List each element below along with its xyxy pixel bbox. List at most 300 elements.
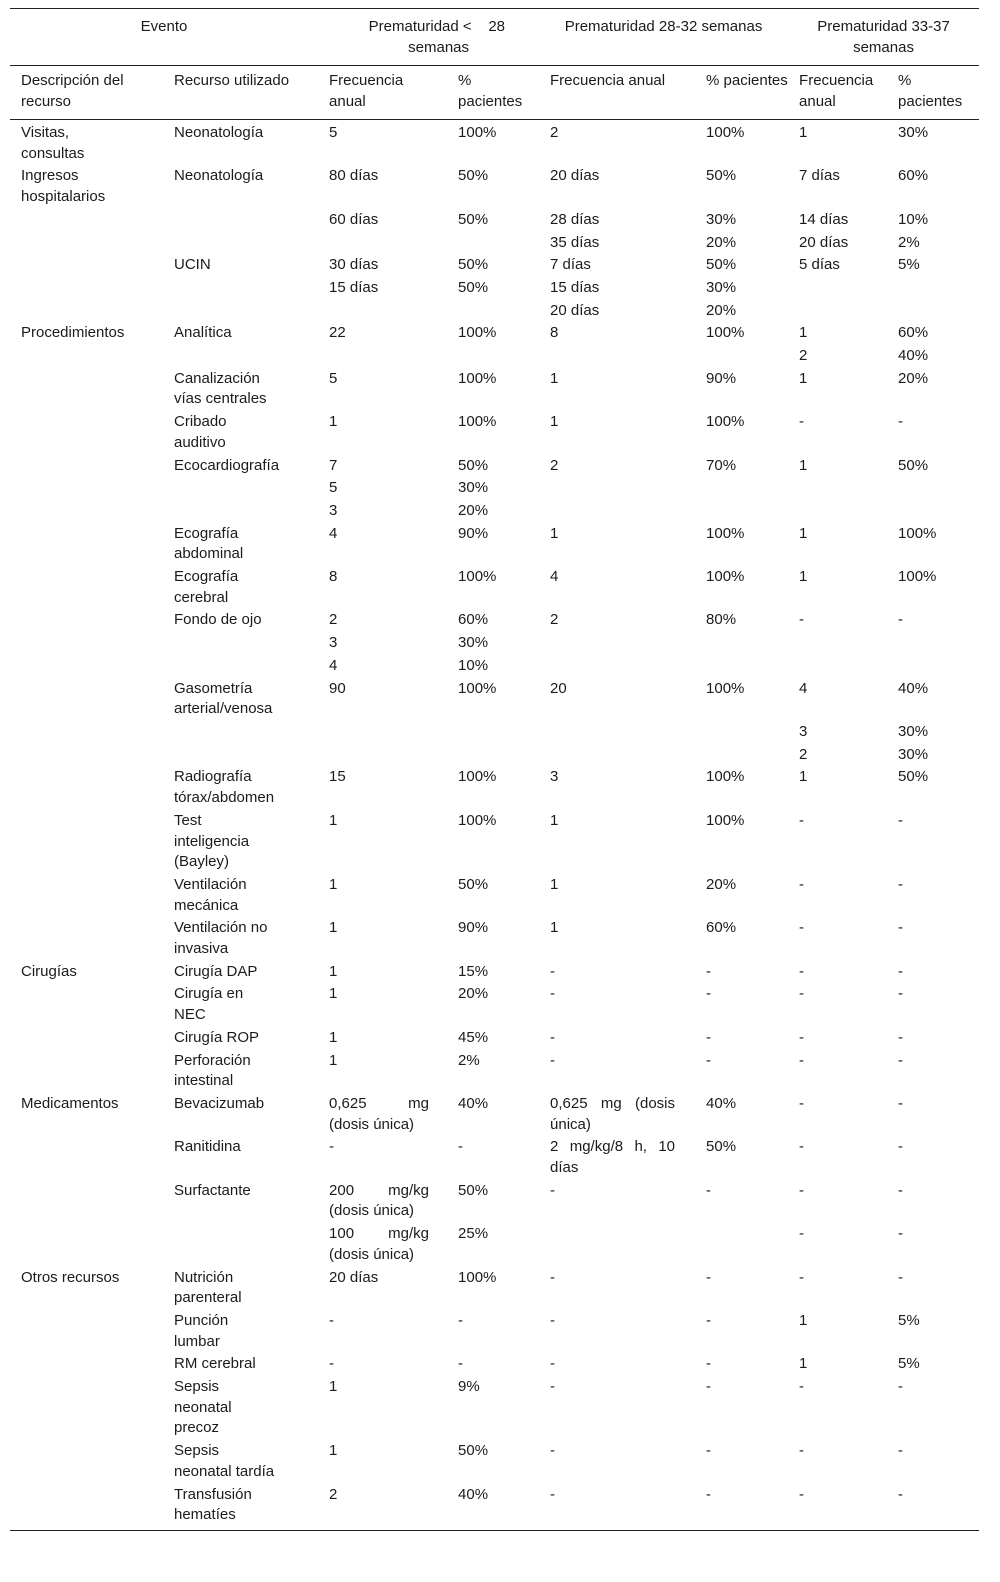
- recurso-cell: Ventilación mecánica: [174, 875, 247, 914]
- recurso-cell: Cirugía DAP: [174, 962, 258, 980]
- table-row: [10, 120, 979, 166]
- recurso-cell: Ventilación no invasiva: [174, 919, 268, 958]
- descripcion-cell: [10, 744, 163, 767]
- header-evento: Evento: [140, 18, 188, 35]
- frecuencia-28-32-cell: 20: [550, 679, 567, 697]
- table-row: [10, 1376, 979, 1440]
- frecuencia-33-37-cell: -: [799, 985, 805, 1003]
- recurso-cell: Transfusión hematíes: [174, 1485, 252, 1524]
- frecuencia-33-37-cell: -: [799, 875, 805, 893]
- frecuencia-33-37-cell: 4: [799, 679, 808, 697]
- recurso-cell: [163, 721, 318, 744]
- pacientes-28-32-cell: 100%: [706, 524, 745, 542]
- recurso-cell: Sepsis neonatal tardía: [174, 1442, 275, 1480]
- recurso-cell: Ranitidina: [174, 1138, 241, 1156]
- frecuencia-lt28-cell: 200 mg/kg (dosis única): [329, 1181, 430, 1220]
- pacientes-28-32-cell: 20%: [706, 233, 737, 251]
- recurso-cell: Radiografía tórax/abdomen: [174, 768, 275, 807]
- table-row: [10, 917, 979, 960]
- frecuencia-33-37-cell: -: [799, 1485, 805, 1503]
- frecuencia-lt28-cell: 1: [329, 962, 338, 980]
- frecuencia-lt28-cell: 30 días: [329, 256, 379, 274]
- pacientes-28-32-cell: 100%: [706, 324, 745, 342]
- pacientes-28-32-cell: -: [706, 1311, 712, 1329]
- frecuencia-lt28-cell: 5: [329, 124, 338, 141]
- pacientes-33-37-cell: -: [898, 1138, 904, 1156]
- descripcion-cell: Cirugías: [21, 962, 77, 980]
- descripcion-cell: [10, 1050, 163, 1093]
- pacientes-lt28-cell: 50%: [458, 456, 489, 474]
- recurso-cell: Cirugía en NEC: [174, 985, 244, 1024]
- recurso-cell: [163, 1223, 318, 1266]
- pacientes-28-32-cell: 50%: [706, 256, 737, 274]
- frecuencia-28-32-cell: 1: [550, 369, 559, 387]
- recurso-cell: Punción lumbar: [174, 1311, 229, 1350]
- pacientes-28-32-cell: [695, 744, 788, 767]
- frecuencia-28-32-cell: [539, 1223, 695, 1266]
- pacientes-28-32-cell: [695, 721, 788, 744]
- descripcion-cell: [10, 721, 163, 744]
- frecuencia-lt28-cell: 1: [329, 985, 338, 1003]
- table-row: [10, 874, 979, 917]
- pacientes-lt28-cell: 30%: [458, 634, 489, 652]
- pacientes-33-37-cell: -: [898, 1225, 904, 1243]
- pacientes-28-32-cell: 100%: [706, 811, 745, 829]
- frecuencia-33-37-cell: [788, 500, 887, 523]
- frecuencia-33-37-cell: -: [799, 962, 805, 980]
- recurso-cell: Surfactante: [174, 1181, 251, 1199]
- pacientes-33-37-cell: -: [898, 962, 904, 980]
- descripcion-cell: [10, 655, 163, 678]
- frecuencia-33-37-cell: -: [799, 1268, 805, 1286]
- pacientes-lt28-cell: 100%: [458, 324, 497, 342]
- pacientes-28-32-cell: -: [706, 1442, 712, 1460]
- table-row: [10, 209, 979, 232]
- pacientes-33-37-cell: -: [898, 875, 904, 893]
- pacientes-lt28-cell: -: [458, 1355, 464, 1373]
- table-row: [10, 766, 979, 809]
- pacientes-33-37-cell: 30%: [898, 745, 929, 763]
- frecuencia-33-37-cell: -: [799, 1138, 805, 1156]
- table-row: [10, 961, 979, 984]
- pacientes-lt28-cell: 20%: [458, 985, 489, 1003]
- pacientes-28-32-cell: -: [706, 1181, 712, 1199]
- descripcion-cell: [10, 1136, 163, 1179]
- recurso-cell: [163, 345, 318, 368]
- frecuencia-lt28-cell: 0,625 mg (dosis única): [329, 1094, 430, 1133]
- frecuencia-28-32-cell: -: [550, 1355, 556, 1373]
- frecuencia-28-32-cell: [539, 500, 695, 523]
- recurso-cell: Ecocardiografía: [174, 456, 280, 474]
- frecuencia-33-37-cell: 1: [799, 1355, 808, 1373]
- pacientes-lt28-cell: 50%: [458, 875, 489, 893]
- frecuencia-33-37-cell: [788, 655, 887, 678]
- frecuencia-lt28-cell: 1: [329, 1028, 338, 1046]
- pacientes-28-32-cell: 60%: [706, 919, 737, 937]
- descripcion-cell: [10, 477, 163, 500]
- pacientes-33-37-cell: -: [898, 1442, 904, 1460]
- recurso-cell: Cirugía ROP: [174, 1028, 260, 1046]
- table-row: [10, 1180, 979, 1223]
- descripcion-cell: Ingresos hospitalarios: [21, 167, 106, 206]
- table-row: [10, 232, 979, 255]
- recurso-cell: Nutrición parenteral: [174, 1268, 242, 1307]
- pacientes-lt28-cell: 100%: [458, 124, 497, 141]
- pacientes-28-32-cell: [695, 1223, 788, 1266]
- pacientes-lt28-cell: 25%: [458, 1225, 489, 1243]
- frecuencia-28-32-cell: 1: [550, 919, 559, 937]
- pacientes-28-32-cell: 100%: [706, 413, 745, 431]
- pacientes-28-32-cell: 90%: [706, 369, 737, 387]
- pacientes-lt28-cell: [447, 232, 539, 255]
- descripcion-cell: Medicamentos: [21, 1094, 119, 1112]
- header-group-33-37: [788, 9, 979, 66]
- recurso-cell: Ecografía abdominal: [174, 524, 244, 563]
- pacientes-33-37-cell: 10%: [898, 210, 929, 228]
- frecuencia-33-37-cell: [788, 300, 887, 323]
- pacientes-33-37-cell: [887, 277, 979, 300]
- frecuencia-lt28-cell: -: [329, 1138, 335, 1156]
- frecuencia-lt28-cell: 20 días: [329, 1268, 379, 1286]
- frecuencia-lt28-cell: 5: [329, 369, 338, 387]
- pacientes-28-32-cell: [695, 345, 788, 368]
- frecuencia-33-37-cell: 2: [799, 347, 808, 365]
- frecuencia-28-32-cell: 0,625 mg (dosis única): [550, 1094, 676, 1133]
- descripcion-cell: [10, 1180, 163, 1223]
- pacientes-33-37-cell: 50%: [898, 456, 929, 474]
- header-group-28-32: Prematuridad 28-32 semanas: [564, 18, 763, 35]
- recurso-cell: Sepsis neonatal precoz: [174, 1378, 232, 1437]
- frecuencia-28-32-cell: 2 mg/kg/8 h, 10 días: [550, 1138, 676, 1177]
- table-header: [10, 9, 979, 120]
- frecuencia-33-37-cell: 1: [799, 524, 808, 542]
- pacientes-lt28-cell: 50%: [458, 167, 489, 185]
- frecuencia-33-37-cell: 1: [799, 1311, 808, 1329]
- frecuencia-28-32-cell: 28 días: [550, 210, 600, 228]
- pacientes-33-37-cell: 100%: [898, 568, 937, 586]
- pacientes-33-37-cell: -: [898, 1181, 904, 1199]
- recurso-cell: [163, 744, 318, 767]
- frecuencia-28-32-cell: [539, 721, 695, 744]
- descripcion-cell: [10, 810, 163, 874]
- pacientes-33-37-cell: [887, 477, 979, 500]
- table-row: [10, 1440, 979, 1483]
- table-row: [10, 1050, 979, 1093]
- descripcion-cell: [10, 523, 163, 566]
- header-column-row: [10, 66, 979, 120]
- resource-table: [10, 8, 979, 1531]
- header-group-lt28-c: semanas: [408, 38, 470, 56]
- pacientes-lt28-cell: 50%: [458, 210, 489, 228]
- pacientes-33-37-cell: -: [898, 1485, 904, 1503]
- frecuencia-lt28-cell: [318, 300, 447, 323]
- frecuencia-33-37-cell: [788, 632, 887, 655]
- frecuencia-33-37-cell: 1: [799, 324, 808, 342]
- pacientes-33-37-cell: 50%: [898, 768, 929, 786]
- table-row: [10, 345, 979, 368]
- frecuencia-lt28-cell: -: [329, 1311, 335, 1329]
- frecuencia-28-32-cell: -: [550, 1442, 556, 1460]
- frecuencia-33-37-cell: 2: [799, 745, 808, 763]
- descripcion-cell: Otros recursos: [21, 1268, 120, 1286]
- frecuencia-lt28-cell: [318, 345, 447, 368]
- pacientes-28-32-cell: [695, 655, 788, 678]
- pacientes-33-37-cell: -: [898, 1268, 904, 1286]
- table-row: [10, 810, 979, 874]
- table-row: [10, 1093, 979, 1136]
- pacientes-33-37-cell: 5%: [898, 1355, 920, 1373]
- pacientes-lt28-cell: 100%: [458, 811, 497, 829]
- frecuencia-lt28-cell: 5: [329, 479, 338, 497]
- pacientes-28-32-cell: [695, 500, 788, 523]
- recurso-cell: Cribado auditivo: [174, 413, 227, 451]
- frecuencia-28-32-cell: 1: [550, 875, 559, 893]
- frecuencia-28-32-cell: 4: [550, 568, 559, 586]
- frecuencia-28-32-cell: 2: [550, 456, 559, 474]
- pacientes-lt28-cell: 100%: [458, 1268, 497, 1286]
- frecuencia-33-37-cell: 1: [799, 456, 808, 474]
- frecuencia-28-32-cell: -: [550, 1181, 556, 1199]
- frecuencia-33-37-cell: -: [799, 919, 805, 937]
- pacientes-28-32-cell: 70%: [706, 456, 737, 474]
- col-header: % pacientes: [898, 72, 963, 110]
- frecuencia-28-32-cell: [539, 345, 695, 368]
- frecuencia-33-37-cell: 5 días: [799, 256, 840, 274]
- table-row: [10, 1353, 979, 1376]
- pacientes-lt28-cell: 100%: [458, 369, 497, 387]
- recurso-cell: Fondo de ojo: [174, 611, 262, 629]
- frecuencia-lt28-cell: 1: [329, 811, 338, 829]
- frecuencia-33-37-cell: -: [799, 1051, 805, 1069]
- table-row: [10, 678, 979, 721]
- recurso-cell: [163, 209, 318, 232]
- pacientes-33-37-cell: 2%: [898, 233, 920, 251]
- header-group-lt28-a: Prematuridad <: [368, 18, 472, 35]
- pacientes-28-32-cell: -: [706, 1028, 712, 1046]
- pacientes-lt28-cell: 9%: [458, 1378, 480, 1396]
- frecuencia-lt28-cell: [318, 744, 447, 767]
- pacientes-lt28-cell: [447, 345, 539, 368]
- pacientes-lt28-cell: [447, 744, 539, 767]
- header-group-33-37-b: semanas: [853, 38, 914, 56]
- descripcion-cell: [10, 1027, 163, 1050]
- pacientes-lt28-cell: 100%: [458, 568, 497, 586]
- recurso-cell: Test inteligencia (Bayley): [174, 811, 250, 871]
- frecuencia-33-37-cell: 3: [799, 722, 808, 740]
- pacientes-33-37-cell: [887, 300, 979, 323]
- descripcion-cell: [10, 609, 163, 632]
- pacientes-lt28-cell: 10%: [458, 656, 489, 674]
- descripcion-cell: [10, 1484, 163, 1531]
- recurso-cell: Perforación intestinal: [174, 1051, 251, 1090]
- descripcion-cell: [10, 345, 163, 368]
- frecuencia-33-37-cell: 7 días: [799, 167, 840, 185]
- pacientes-33-37-cell: -: [898, 1028, 904, 1046]
- frecuencia-lt28-cell: 15: [329, 768, 346, 786]
- pacientes-33-37-cell: 40%: [898, 347, 929, 365]
- frecuencia-28-32-cell: 1: [550, 811, 559, 829]
- pacientes-28-32-cell: 40%: [706, 1094, 737, 1112]
- recurso-cell: Analítica: [174, 324, 232, 342]
- descripcion-cell: [10, 1353, 163, 1376]
- frecuencia-33-37-cell: -: [799, 413, 805, 431]
- frecuencia-lt28-cell: 4: [329, 656, 338, 674]
- pacientes-lt28-cell: 90%: [458, 524, 489, 542]
- pacientes-lt28-cell: 20%: [458, 501, 489, 519]
- frecuencia-28-32-cell: -: [550, 1485, 556, 1503]
- pacientes-33-37-cell: 20%: [898, 369, 929, 387]
- recurso-cell: [163, 500, 318, 523]
- frecuencia-lt28-cell: 7: [329, 456, 338, 474]
- frecuencia-33-37-cell: -: [799, 1094, 805, 1112]
- recurso-cell: Gasometría arterial/venosa: [174, 679, 273, 718]
- frecuencia-lt28-cell: [318, 721, 447, 744]
- pacientes-lt28-cell: 50%: [458, 1442, 489, 1460]
- pacientes-lt28-cell: 45%: [458, 1028, 489, 1046]
- col-header: Descripción del recurso: [21, 72, 124, 110]
- pacientes-lt28-cell: 2%: [458, 1051, 480, 1069]
- table-row: [10, 744, 979, 767]
- pacientes-28-32-cell: -: [706, 1355, 712, 1373]
- pacientes-lt28-cell: -: [458, 1138, 464, 1156]
- pacientes-33-37-cell: -: [898, 1051, 904, 1069]
- frecuencia-33-37-cell: -: [799, 611, 805, 629]
- descripcion-cell: [10, 500, 163, 523]
- pacientes-33-37-cell: -: [898, 985, 904, 1003]
- recurso-cell: [163, 277, 318, 300]
- descripcion-cell: Visitas, consultas: [21, 124, 85, 162]
- frecuencia-lt28-cell: 1: [329, 875, 338, 893]
- descripcion-cell: [10, 368, 163, 411]
- pacientes-28-32-cell: -: [706, 962, 712, 980]
- pacientes-33-37-cell: 30%: [898, 124, 929, 141]
- frecuencia-lt28-cell: 8: [329, 568, 338, 586]
- pacientes-33-37-cell: -: [898, 1094, 904, 1112]
- frecuencia-33-37-cell: [788, 277, 887, 300]
- descripcion-cell: [10, 300, 163, 323]
- frecuencia-28-32-cell: -: [550, 1028, 556, 1046]
- frecuencia-33-37-cell: -: [799, 1442, 805, 1460]
- table-row: [10, 1267, 979, 1310]
- pacientes-28-32-cell: [695, 632, 788, 655]
- pacientes-33-37-cell: 60%: [898, 324, 929, 342]
- table-row: [10, 277, 979, 300]
- frecuencia-33-37-cell: [788, 477, 887, 500]
- table-row: [10, 566, 979, 609]
- pacientes-28-32-cell: 50%: [706, 1138, 737, 1156]
- pacientes-lt28-cell: 40%: [458, 1094, 489, 1112]
- col-header: % pacientes: [458, 72, 523, 110]
- table-row: [10, 368, 979, 411]
- table-row: [10, 477, 979, 500]
- col-header: Recurso utilizado: [174, 72, 290, 89]
- frecuencia-28-32-cell: 20 días: [550, 301, 600, 319]
- frecuencia-28-32-cell: 3: [550, 768, 559, 786]
- frecuencia-lt28-cell: 80 días: [329, 167, 379, 185]
- frecuencia-28-32-cell: [539, 632, 695, 655]
- frecuencia-28-32-cell: -: [550, 1268, 556, 1286]
- recurso-cell: [163, 632, 318, 655]
- frecuencia-28-32-cell: 2: [550, 611, 559, 629]
- frecuencia-28-32-cell: 8: [550, 324, 559, 342]
- pacientes-28-32-cell: 100%: [706, 568, 745, 586]
- frecuencia-33-37-cell: -: [799, 1181, 805, 1199]
- descripcion-cell: [10, 277, 163, 300]
- col-header: Frecuencia anual: [799, 72, 874, 110]
- frecuencia-28-32-cell: -: [550, 1311, 556, 1329]
- pacientes-33-37-cell: -: [898, 413, 904, 431]
- frecuencia-lt28-cell: [318, 232, 447, 255]
- table-row: [10, 300, 979, 323]
- table-row: [10, 632, 979, 655]
- frecuencia-lt28-cell: 3: [329, 501, 338, 519]
- pacientes-lt28-cell: 50%: [458, 278, 489, 296]
- pacientes-lt28-cell: 100%: [458, 768, 497, 786]
- descripcion-cell: [10, 874, 163, 917]
- pacientes-33-37-cell: 60%: [898, 167, 929, 185]
- descripcion-cell: [10, 1376, 163, 1440]
- pacientes-lt28-cell: [447, 721, 539, 744]
- recurso-cell: Bevacizumab: [174, 1094, 265, 1112]
- frecuencia-28-32-cell: 7 días: [550, 256, 591, 274]
- frecuencia-28-32-cell: 35 días: [550, 233, 600, 251]
- table-row: [10, 1136, 979, 1179]
- frecuencia-lt28-cell: 90: [329, 679, 346, 697]
- table-row: [10, 165, 979, 208]
- frecuencia-lt28-cell: 1: [329, 1378, 338, 1396]
- frecuencia-lt28-cell: 3: [329, 634, 338, 652]
- table-row: [10, 455, 979, 478]
- pacientes-lt28-cell: 50%: [458, 1181, 489, 1199]
- descripcion-cell: [10, 1223, 163, 1266]
- pacientes-lt28-cell: [447, 300, 539, 323]
- pacientes-28-32-cell: 30%: [706, 210, 737, 228]
- pacientes-33-37-cell: 30%: [898, 722, 929, 740]
- frecuencia-33-37-cell: 20 días: [799, 233, 849, 251]
- table-row: [10, 254, 979, 277]
- frecuencia-lt28-cell: 1: [329, 413, 338, 431]
- pacientes-33-37-cell: [887, 632, 979, 655]
- pacientes-28-32-cell: 20%: [706, 875, 737, 893]
- pacientes-28-32-cell: 100%: [706, 124, 745, 141]
- frecuencia-28-32-cell: 1: [550, 413, 559, 431]
- pacientes-lt28-cell: -: [458, 1311, 464, 1329]
- recurso-cell: Canalización vías centrales: [174, 369, 267, 408]
- descripcion-cell: [10, 209, 163, 232]
- table-row: [10, 609, 979, 632]
- pacientes-33-37-cell: -: [898, 611, 904, 629]
- recurso-cell: Ecografía cerebral: [174, 568, 239, 606]
- frecuencia-lt28-cell: 2: [329, 1485, 338, 1503]
- pacientes-33-37-cell: 5%: [898, 1311, 920, 1329]
- frecuencia-28-32-cell: [539, 477, 695, 500]
- descripcion-cell: [10, 678, 163, 721]
- frecuencia-33-37-cell: -: [799, 1028, 805, 1046]
- frecuencia-28-32-cell: 20 días: [550, 167, 600, 185]
- pacientes-33-37-cell: 100%: [898, 524, 937, 542]
- table-row: [10, 1223, 979, 1266]
- frecuencia-lt28-cell: 100 mg/kg (dosis única): [329, 1225, 430, 1263]
- table-row: [10, 983, 979, 1026]
- pacientes-33-37-cell: [887, 655, 979, 678]
- frecuencia-33-37-cell: 1: [799, 768, 808, 786]
- header-group-lt28-b: 28: [488, 18, 506, 35]
- pacientes-28-32-cell: [695, 477, 788, 500]
- pacientes-28-32-cell: 100%: [706, 679, 745, 697]
- frecuencia-28-32-cell: -: [550, 1378, 556, 1396]
- pacientes-28-32-cell: -: [706, 985, 712, 1003]
- pacientes-lt28-cell: 100%: [458, 413, 497, 431]
